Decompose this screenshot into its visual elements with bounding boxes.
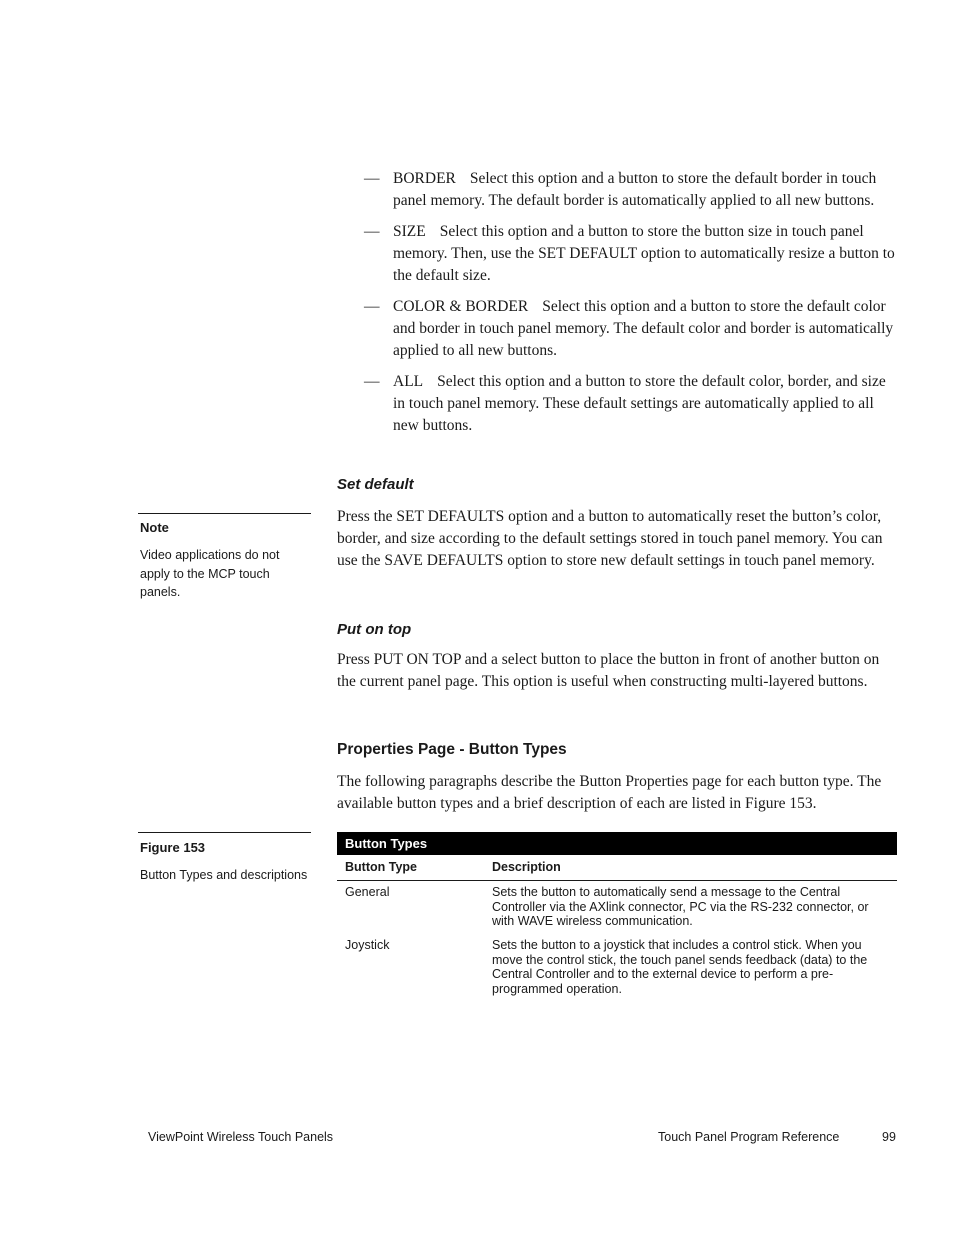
figure-title: Figure 153	[140, 840, 206, 855]
bullet-dash: —	[364, 298, 380, 315]
bullet-text: Select this option and a button to store the button size in touch panel memory. Then, use the SET DEFAULT option to automatically resize a button to the default size.	[393, 223, 895, 284]
properties-text: The following paragraphs describe the Button Properties page for each button type. The available button types and a brief description of each are listed in Figure 153.	[337, 773, 882, 812]
note-rule	[138, 513, 311, 514]
bullet-item-size	[364, 221, 900, 287]
bullet-text: Select this option and a button to store the default color, border, and size in touch panel memory. These default settings are automatically applied to all new buttons.	[393, 373, 886, 434]
column-header-button-type: Button Type	[345, 860, 417, 874]
bullet-dash: —	[364, 223, 380, 240]
note-text: Video applications do not apply to the MCP touch panels.	[140, 548, 280, 599]
table-row-type-joystick: Joystick	[345, 938, 390, 952]
bullet-text: Select this option and a button to store the default border in touch panel memory. The default border is automatically applied to all new buttons.	[393, 170, 877, 209]
table-row-desc-general: Sets the button to automatically send a message to the Central Controller via the AXlink connector, PC via the RS-232 connector, or with WAVE wireless communication.	[492, 885, 869, 928]
bullet-dash: —	[364, 373, 380, 390]
put-on-top-heading: Put on top	[337, 621, 412, 638]
bullet-text: Select this option and a button to store the default color and border in touch panel memory. The default color and border is automatically applied to all new buttons.	[393, 298, 894, 359]
footer-title: ViewPoint Wireless Touch Panels	[148, 1130, 334, 1144]
properties-heading: Properties Page - Button Types	[337, 741, 567, 758]
note-title: Note	[140, 520, 169, 535]
bullet-item-color-border	[364, 296, 900, 362]
table-header-rule	[337, 880, 897, 881]
bullet-dash: —	[364, 170, 380, 187]
set-default-heading: Set default	[337, 476, 414, 493]
put-on-top-text: Press PUT ON TOP and a select button to place the button in front of another button on the current panel page. This option is useful when constructing multi-layered buttons.	[337, 651, 880, 690]
figure-caption: Button Types and descriptions	[140, 868, 308, 882]
table-row-desc-joystick: Sets the button to a joystick that includes a control stick. When you move the control stick, the touch panel sends feedback (data) to the Central Controller and to the external device to perform a pre-programmed operation.	[492, 938, 868, 996]
page-number: 99	[882, 1130, 896, 1144]
bullet-item-border	[364, 168, 900, 212]
table-title-edge	[890, 832, 897, 855]
bullet-term: BORDER	[393, 170, 456, 187]
table-title: Button Types	[337, 832, 898, 855]
bullet-item-all	[364, 371, 900, 437]
table-row-type-general: General	[345, 885, 390, 899]
set-default-text: Press the SET DEFAULTS option and a button to automatically reset the button’s color, border, and size according to the default settings stored in touch panel memory. You can use the SAVE DEFAULTS option to store new default settings in touch panel memory.	[337, 508, 883, 569]
bullet-term: ALL	[393, 373, 424, 390]
bullet-list	[364, 168, 900, 446]
bullet-term: COLOR & BORDER	[393, 298, 529, 315]
footer-section: Touch Panel Program Reference	[658, 1130, 840, 1144]
bullet-term: SIZE	[393, 223, 426, 240]
figure-rule	[138, 832, 311, 833]
column-header-description: Description	[492, 860, 561, 874]
